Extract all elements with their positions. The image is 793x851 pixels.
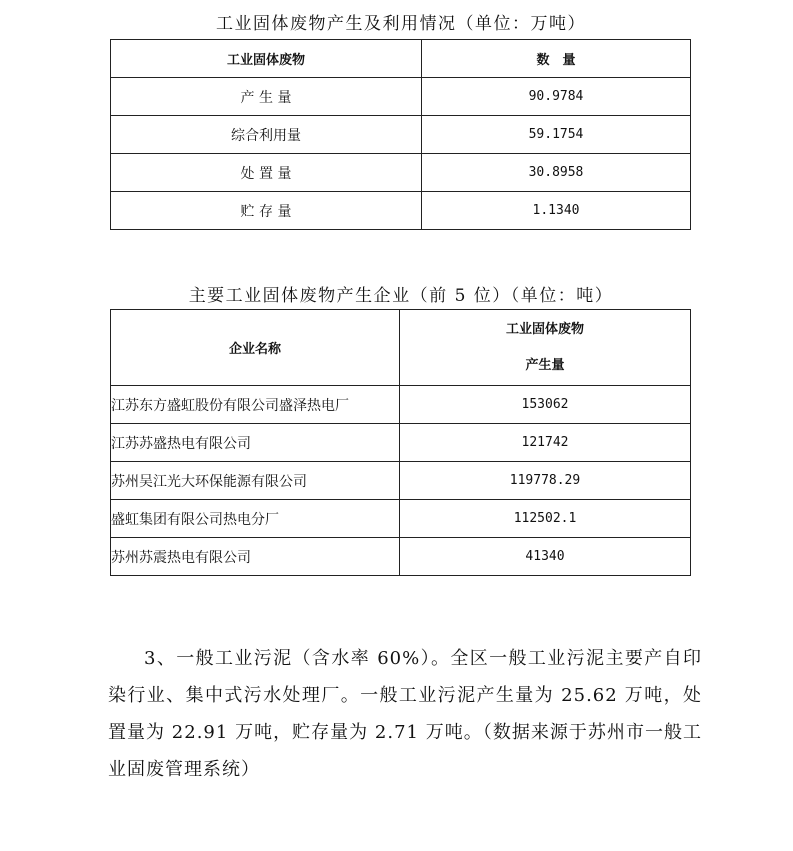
enterprise-name: 江苏苏盛热电有限公司 [111,424,400,462]
row-label: 产 生 量 [111,78,422,116]
enterprise-value: 41340 [400,538,691,576]
enterprise-value: 112502.1 [400,500,691,538]
header-cell-enterprise-name: 企业名称 [111,310,400,386]
top-enterprises-table [110,309,691,576]
row-value: 30.8958 [422,154,691,192]
enterprise-name: 苏州吴江光大环保能源有限公司 [111,462,400,500]
enterprise-name: 江苏东方盛虹股份有限公司盛泽热电厂 [111,386,400,424]
table2-title: 主要工业固体废物产生企业（前 5 位）（单位：吨） [188,286,614,306]
row-label: 综合利用量 [111,116,422,154]
table-row [111,500,691,538]
table-row [111,386,691,424]
row-value: 90.9784 [422,78,691,116]
table-row [111,154,691,192]
table1-title: 工业固体废物产生及利用情况（单位：万吨） [216,14,586,34]
row-value: 1.1340 [422,192,691,230]
enterprise-value: 121742 [400,424,691,462]
header-line-1: 工业固体废物 [505,321,584,337]
table-header-row [111,310,691,386]
enterprise-name: 盛虹集团有限公司热电分厂 [111,500,400,538]
enterprise-value: 153062 [400,386,691,424]
sludge-paragraph: 3、一般工业污泥（含水率 60%）。全区一般工业污泥主要产自印染行业、集中式污水处理厂。一般工业污泥产生量为 25.62 万吨，处置量为 22.91 万吨，贮存量为 2.71 万吨。（数据来源于苏州市一般工业固废管理系统） [108,648,702,780]
table-row [111,116,691,154]
header-cell-category: 工业固体废物 [111,40,422,78]
solid-waste-summary-table [110,39,691,230]
header-line-2: 产生量 [525,357,565,373]
header-cell-production [400,310,691,386]
table-row [111,462,691,500]
enterprise-value: 119778.29 [400,462,691,500]
table-row [111,192,691,230]
table-row [111,424,691,462]
table-header-row [111,40,691,78]
table-row [111,538,691,576]
row-value: 59.1754 [422,116,691,154]
header-cell-quantity: 数 量 [422,40,691,78]
table-row [111,78,691,116]
row-label: 处 置 量 [111,154,422,192]
row-label: 贮 存 量 [111,192,422,230]
enterprise-name: 苏州苏震热电有限公司 [111,538,400,576]
